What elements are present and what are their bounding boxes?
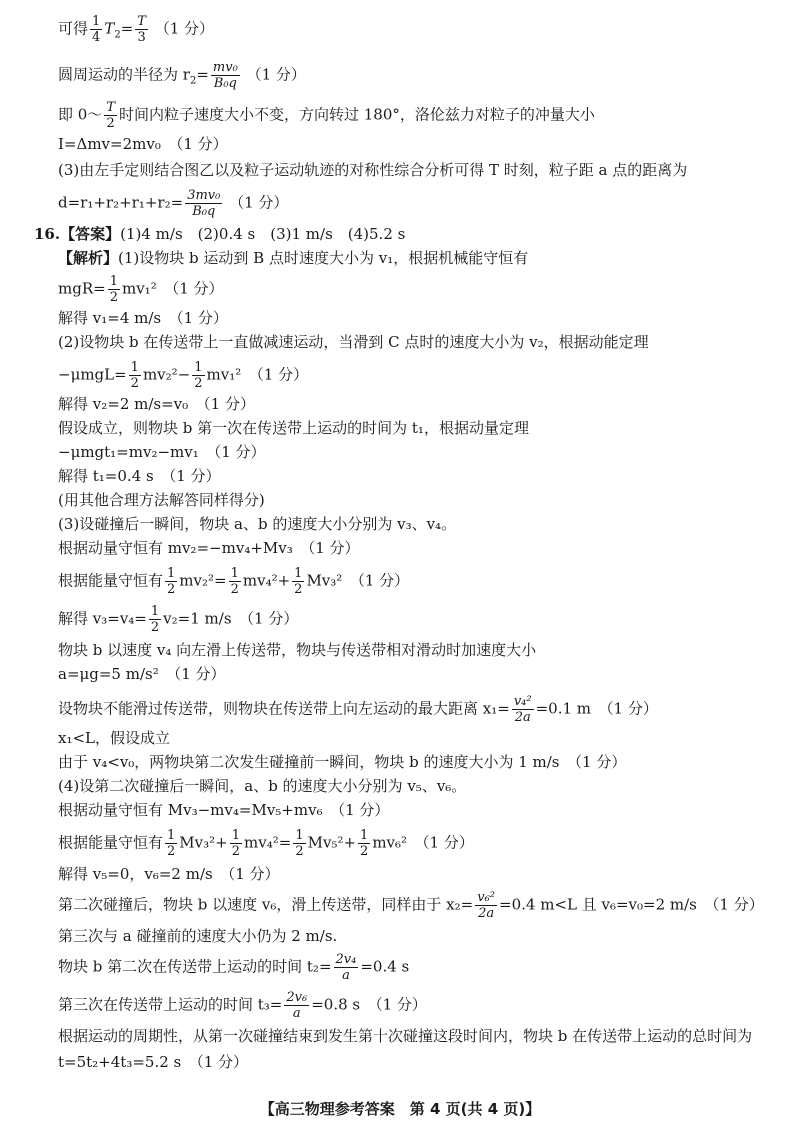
fraction: $\frac{1}{2}$ [360, 828, 369, 859]
line-9: mgR= $\frac{1}{2}$ mv₁² （1 分） [58, 274, 224, 305]
fraction: $\frac{1}{4}$ [92, 14, 101, 45]
line-29: 根据能量守恒有 $\frac{1}{2}$ Mv₃²+ $\frac{1}{2}$ mv₄²= $\frac{1}{2}$ Mv₅²+ $\frac{1}{2}$ mv₆² （1 分） [58, 828, 474, 859]
line-31: 第二次碰撞后，物块 b 以速度 v₆，滑上传送带，同样由于 x₂= $\frac{\text{v₆²}}{2a}$ =0.4 m<L 且 v₆=v₀=2 m/s （1 分） [58, 890, 764, 921]
line-34: 第三次在传送带上运动的时间 t₃= $\frac{\text{2v₆}}{a}$ =0.8 s （1 分） [58, 990, 427, 1021]
fraction: $\frac{T}{2}$ [106, 100, 115, 131]
fraction: $\frac{\text{v₆²}}{2a}$ [477, 890, 495, 921]
fraction: $\frac{\text{2v₆}}{a}$ [286, 990, 308, 1021]
line-15: −μmgt₁=mv₂−mv₁ （1 分） [58, 443, 266, 461]
fraction: $\frac{\text{3mv₀}}{\text{B₀q}}$ [187, 188, 221, 219]
line-17: (用其他合理方法解答同样得分) [58, 491, 265, 509]
line-30: 解得 v₅=0，v₆=2 m/s （1 分） [58, 865, 280, 883]
fraction: $\frac{\text{mv₀}}{\text{B₀q}}$ [212, 60, 238, 91]
line-26: 由于 v₄<v₀，两物块第二次发生碰撞前一瞬间，物块 b 的速度大小为 1 m/s （1 分） [58, 753, 627, 771]
line-11: (2)设物块 b 在传送带上一直做减速运动，当滑到 C 点时的速度大小为 v₂，根据动能定理 [58, 333, 649, 351]
line-13: 解得 v₂=2 m/s=v₀ （1 分） [58, 395, 255, 413]
fraction: $\frac{T}{3}$ [137, 14, 146, 45]
line-20: 根据能量守恒有 $\frac{1}{2}$ mv₂²= $\frac{1}{2}$ mv₄²+ $\frac{1}{2}$ Mv₃² （1 分） [58, 566, 410, 597]
line-16: 解得 t₁=0.4 s （1 分） [58, 467, 221, 485]
line-19: 根据动量守恒有 mv₂=−mv₄+Mv₃ （1 分） [58, 539, 360, 557]
page-footer: 【高三物理参考答案 第 4 页(共 4 页)】 [259, 1100, 541, 1118]
fraction: $\frac{1}{2}$ [231, 828, 241, 859]
line-28: 根据动量守恒有 Mv₃−mv₄=Mv₅+mv₆ （1 分） [58, 801, 390, 819]
line-24: 设物块不能滑过传送带，则物块在传送带上向左运动的最大距离 x₁= $\frac{\text{v₄²}}{2a}$ =0.1 m （1 分） [58, 694, 658, 725]
line-27: (4)设第二次碰撞后一瞬间，a、b 的速度大小分别为 v₅、v₆。 [58, 777, 467, 795]
line-5: (3)由左手定则结合图乙以及粒子运动轨迹的对称性综合分析可得 T 时刻，粒子距 a 点的距离为 [58, 161, 688, 179]
line-14: 假设成立，则物块 b 第一次在传送带上运动的时间为 t₁，根据动量定理 [58, 419, 529, 437]
line-18: (3)设碰撞后一瞬间，物块 a、b 的速度大小分别为 v₃、v₄。 [58, 515, 457, 533]
line-4: I=Δmv=2mv₀ （1 分） [58, 135, 228, 153]
fraction: $\frac{1}{2}$ [130, 360, 139, 391]
line-21: 解得 v₃=v₄= $\frac{1}{2}$ v₂=1 m/s （1 分） [58, 604, 299, 635]
fraction: $\frac{1}{2}$ [230, 566, 239, 597]
fraction: $\frac{1}{2}$ [150, 604, 160, 635]
fraction: $\frac{\text{v₄²}}{2a}$ [513, 694, 532, 725]
line-32: 第三次与 a 碰撞前的速度大小仍为 2 m/s. [58, 927, 338, 945]
line-35: 根据运动的周期性，从第一次碰撞结束到发生第十次碰撞这段时间内，物块 b 在传送带上运动的总时间为 [58, 1027, 753, 1045]
fraction: $\frac{1}{2}$ [167, 828, 176, 859]
line-22: 物块 b 以速度 v₄ 向左滑上传送带，物块与传送带相对滑动时加速度大小 [58, 641, 537, 659]
fraction: $\frac{\text{2v₄}}{a}$ [335, 952, 357, 983]
fraction: $\frac{1}{2}$ [294, 566, 303, 597]
line-23: a=μg=5 m/s² （1 分） [58, 665, 226, 683]
fraction: $\frac{1}{2}$ [109, 274, 118, 305]
line-2: 圆周运动的半径为 $r_2=$ $\frac{\text{mv₀}}{\text{B₀q}}$ （1 分） [58, 60, 306, 91]
fraction: $\frac{1}{2}$ [167, 566, 176, 597]
question-16-answer: 16.【答案】(1)4 m/s (2)0.4 s (3)1 m/s (4)5.2 s [34, 225, 406, 243]
line-8: 【解析】(1)设物块 b 运动到 B 点时速度大小为 v₁，根据机械能守恒有 [58, 249, 529, 267]
line-12: −μmgL= $\frac{1}{2}$ mv₂²− $\frac{1}{2}$ mv₁² （1 分） [58, 360, 309, 391]
line-25: x₁<L，假设成立 [58, 729, 171, 747]
line-33: 物块 b 第二次在传送带上运动的时间 t₂= $\frac{\text{2v₄}}{a}$ =0.4 s [58, 952, 410, 983]
line-10: 解得 v₁=4 m/s （1 分） [58, 309, 228, 327]
line-6: d=r₁+r₂+r₁+r₂= $\frac{\text{3mv₀}}{\text{B₀q}}$ （1 分） [58, 188, 289, 219]
fraction: $\frac{1}{2}$ [194, 360, 203, 391]
line-36: t=5t₂+4t₃=5.2 s （1 分） [58, 1053, 249, 1071]
fraction: $\frac{1}{2}$ [295, 828, 304, 859]
line-3: 即 0～ $\frac{T}{2}$ 时间内粒子速度大小不变，方向转过 180°，洛伦兹力对粒子的冲量大小 [58, 100, 595, 131]
line-1: 可得 $\frac{1}{4}$ $T_2=$ $\frac{T}{3}$ （1 分） [58, 14, 215, 45]
